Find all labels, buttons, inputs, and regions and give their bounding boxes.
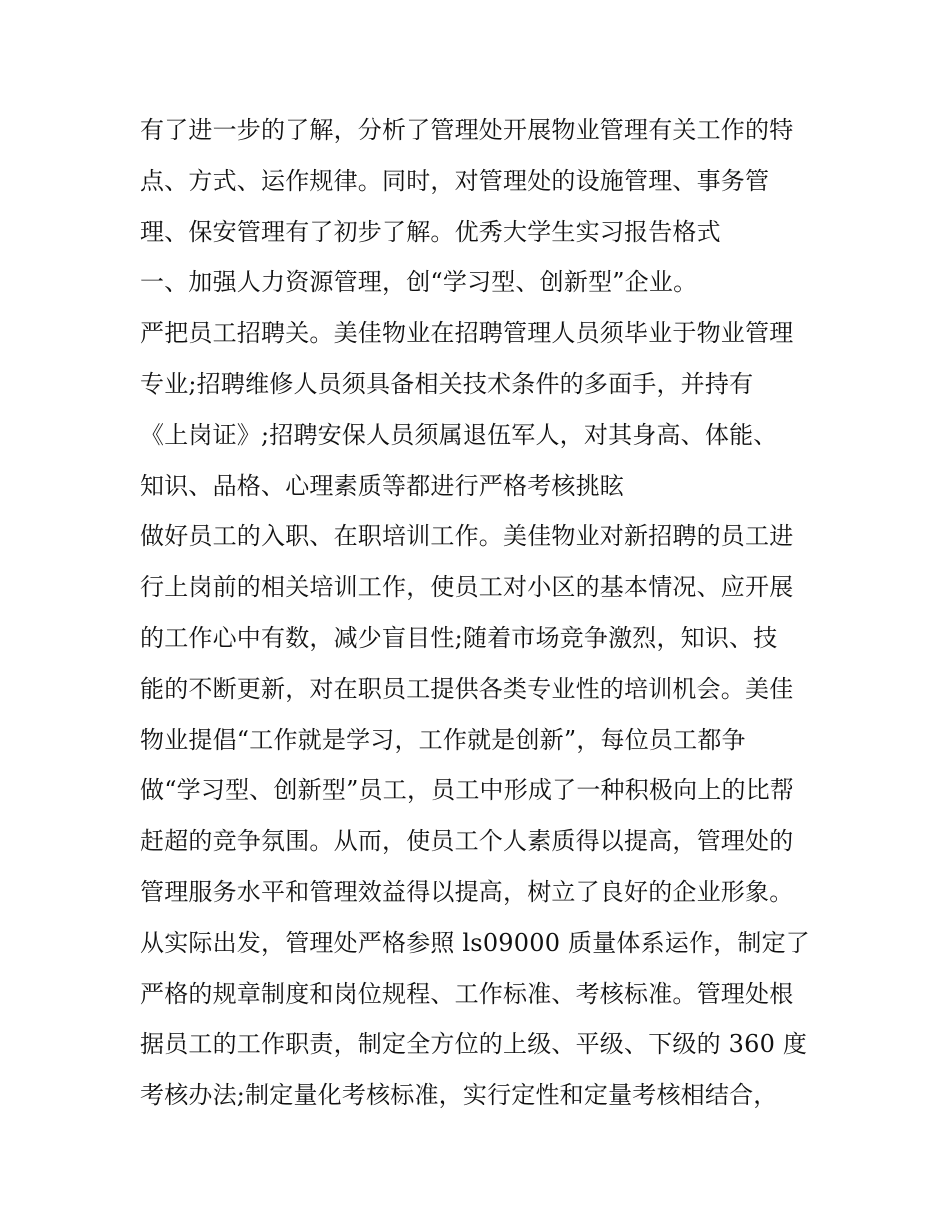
- text-line: 考核办法;制定量化考核标准，实行定性和定量考核相结合，: [140, 1081, 778, 1110]
- text-line: 做“学习型、创新型”员工，员工中形成了一种积极向上的比帮: [140, 776, 795, 805]
- text-line: 从实际出发，管理处严格参照 ls09000 质量体系运作，制定了: [140, 928, 810, 957]
- text-line: 物业提倡“工作就是学习，工作就是创新”，每位员工都争: [140, 725, 746, 754]
- text-line: 赶超的竞争氛围。从而，使员工个人素质得以提高，管理处的: [140, 827, 794, 856]
- text-line: 理、保安管理有了初步了解。优秀大学生实习报告格式: [140, 217, 721, 246]
- text-line: 据员工的工作职责，制定全方位的上级、平级、下级的 360 度: [140, 1030, 808, 1059]
- text-line: 点、方式、运作规律。同时，对管理处的设施管理、事务管: [140, 166, 770, 195]
- text-line: 行上岗前的相关培训工作，使员工对小区的基本情况、应开展: [140, 573, 794, 602]
- text-line: 的工作心中有数，减少盲目性;随着市场竞争激烈，知识、技: [140, 623, 778, 652]
- text-line: 知识、品格、心理素质等都进行严格考核挑眩: [140, 471, 624, 500]
- text-line: 严把员工招聘关。美佳物业在招聘管理人员须毕业于物业管理: [140, 319, 794, 348]
- text-line: 专业;招聘维修人员须具备相关技术条件的多面手，并持有: [140, 369, 754, 398]
- text-line: 《上岗证》;招聘安保人员须属退伍军人，对其身高、体能、: [140, 420, 778, 449]
- text-line: 有了进一步的了解，分析了管理处开展物业管理有关工作的特: [140, 116, 794, 144]
- text-line: 严格的规章制度和岗位规程、工作标准、考核标准。管理处根: [140, 979, 794, 1008]
- section-heading: 一、加强人力资源管理，创“学习型、创新型”企业。: [140, 268, 698, 297]
- text-line: 做好员工的入职、在职培训工作。美佳物业对新招聘的员工进: [140, 522, 794, 551]
- document-body: [140, 105, 830, 1121]
- text-line: 管理服务水平和管理效益得以提高，树立了良好的企业形象。: [140, 877, 794, 906]
- text-line: 能的不断更新，对在职员工提供各类专业性的培训机会。美佳: [140, 674, 794, 703]
